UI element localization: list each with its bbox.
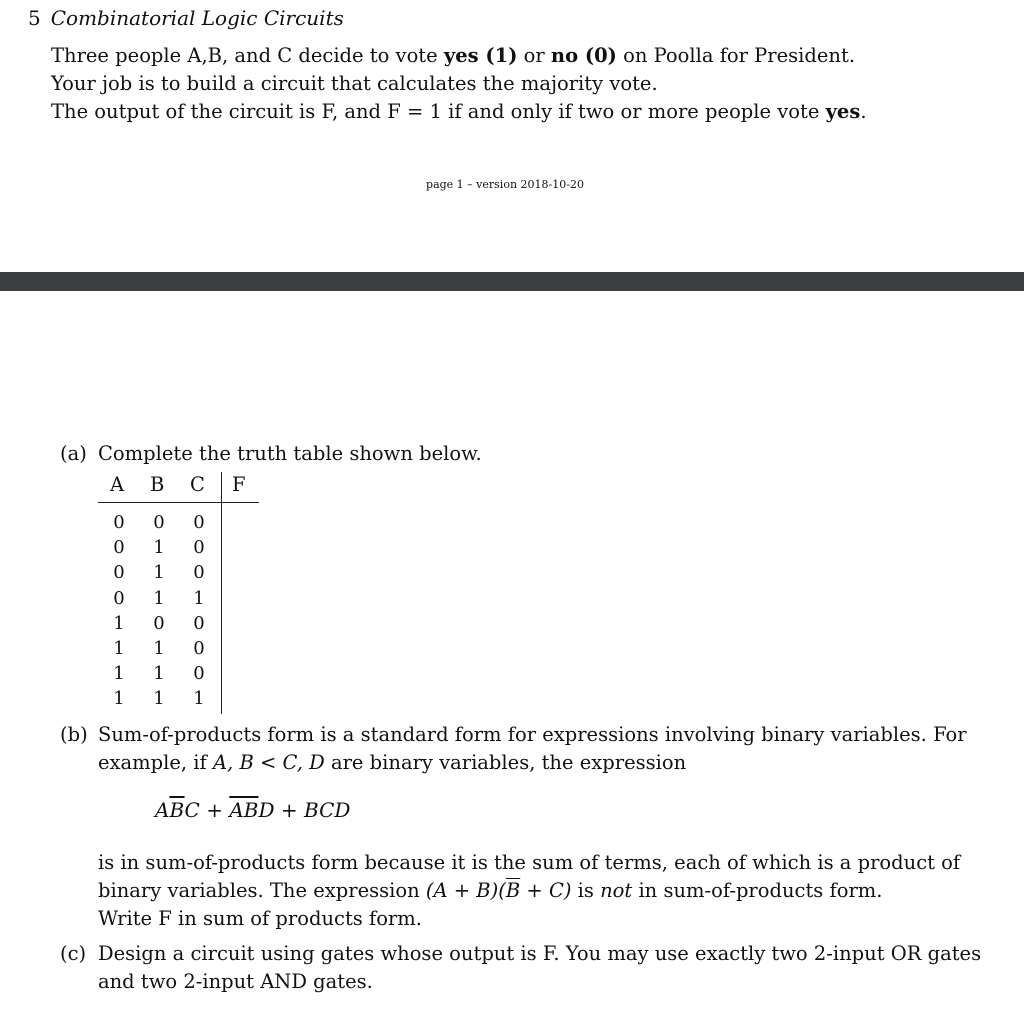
truth-table-cell: 1 (113, 638, 125, 659)
intro-text: Three people A,B, and C decide to vote (51, 44, 444, 67)
truth-table-cell: 1 (153, 688, 165, 710)
truth-table-cell: 0 (193, 663, 205, 685)
truth-table-cell: 1 (153, 587, 165, 609)
intro-text: The output of the circuit is F, and F = 1 if and only if two or more people vote (51, 100, 826, 123)
truth-table-cell: 1 (193, 688, 205, 710)
page-footer: page 1 – version 2018-10-20 (426, 178, 584, 191)
page-divider (0, 272, 1024, 291)
part-c-label: (c) (60, 942, 87, 965)
truth-table-cell: 1 (153, 537, 165, 559)
truth-table-cell: 0 (153, 512, 165, 533)
intro-yes-bold: yes (1) (443, 44, 518, 67)
truth-table-cell: 0 (113, 587, 125, 609)
part-a (60, 442, 482, 465)
part-b-text: binary variables. The expression (98, 879, 426, 902)
intro-text: or (517, 44, 551, 67)
truth-table-cell: 1 (153, 638, 165, 659)
part-b (60, 721, 990, 777)
pos-expression-part: (A + B)( (425, 879, 506, 902)
overline-b: $\overline{B}$ (169, 798, 185, 822)
truth-table-cell: 1 (153, 562, 165, 584)
part-b-line-5: Write F in sum of products form. (98, 907, 422, 930)
overline-b: $\overline{B}$ (505, 879, 521, 902)
pos-expression (426, 879, 572, 902)
part-b-not-italic: not (600, 879, 633, 902)
intro-line-3 (51, 98, 867, 126)
truth-table-header-c: C (190, 473, 205, 496)
truth-table-cell: 0 (193, 612, 205, 634)
sop-example-expression: $A\overline{B}C + \overline{AB}D$ + BCD (155, 798, 351, 822)
truth-table-cell: 0 (193, 638, 205, 659)
part-a-text: Complete the truth table shown below. (98, 442, 482, 465)
truth-table-cell: 0 (153, 612, 165, 634)
part-a-label: (a) (60, 442, 87, 465)
truth-table-header-f: F (232, 473, 246, 496)
expression-term: BCD (304, 798, 351, 822)
part-b-line-3: is in sum-of-products form because it is the sum of terms, each of which is a product of (98, 851, 961, 874)
truth-table-cell: 1 (113, 612, 125, 634)
overline-ab: $\overline{AB}$ (229, 798, 259, 822)
truth-table-cell: 0 (113, 512, 125, 533)
part-c-line-2: and two 2-input AND gates. (98, 970, 373, 993)
intro-text: . (860, 100, 867, 123)
plus-sign: + (274, 798, 304, 822)
truth-table-column-rule (221, 472, 222, 714)
part-b-text: are binary variables, the expression (324, 751, 687, 774)
intro-line-1 (51, 42, 867, 70)
section-title (28, 6, 344, 30)
part-c (60, 940, 990, 996)
part-b-text: in sum-of-products form. (632, 879, 883, 902)
truth-table-header-a: A (110, 473, 125, 496)
truth-table-cell: 0 (193, 537, 205, 559)
truth-table-cell: 0 (193, 512, 205, 533)
intro-paragraph (51, 42, 867, 126)
section-title-text: Combinatorial Logic Circuits (50, 6, 344, 30)
part-b-text: Sum-of-products form is a standard form for expressions involving binary variables. For (98, 723, 967, 746)
truth-table-cell: 1 (113, 688, 125, 710)
part-b-variables: A, B < C, D (212, 751, 325, 774)
part-c-text: Design a circuit using gates whose output is F. You may use exactly two 2-input OR gates (98, 942, 982, 965)
pos-expression-part: + C) (520, 879, 572, 902)
plus-sign: + (199, 798, 230, 822)
part-b-text: is (571, 879, 601, 902)
truth-table-cell: 1 (153, 663, 165, 685)
intro-yes-bold: yes (825, 100, 861, 123)
intro-no-bold: no (0) (550, 44, 617, 67)
part-c-line-1 (60, 940, 990, 968)
truth-table-cell: 0 (113, 537, 125, 559)
part-b-line-2 (98, 749, 990, 777)
truth-table-header-rule (98, 502, 259, 503)
part-b-text: example, if (98, 751, 213, 774)
part-b-continued (98, 849, 998, 933)
intro-text: on Poolla for President. (616, 44, 856, 67)
part-b-line-1 (60, 721, 990, 749)
section-number: 5 (28, 6, 41, 30)
part-b-line-4 (98, 877, 998, 905)
truth-table-cell: 0 (113, 562, 125, 584)
truth-table-cell: 0 (193, 562, 205, 584)
intro-line-2: Your job is to build a circuit that calculates the majority vote. (51, 72, 658, 95)
truth-table-cell: 1 (193, 587, 205, 609)
part-b-label: (b) (60, 723, 88, 746)
truth-table-cell: 1 (113, 663, 125, 685)
truth-table-header-b: B (150, 473, 165, 496)
